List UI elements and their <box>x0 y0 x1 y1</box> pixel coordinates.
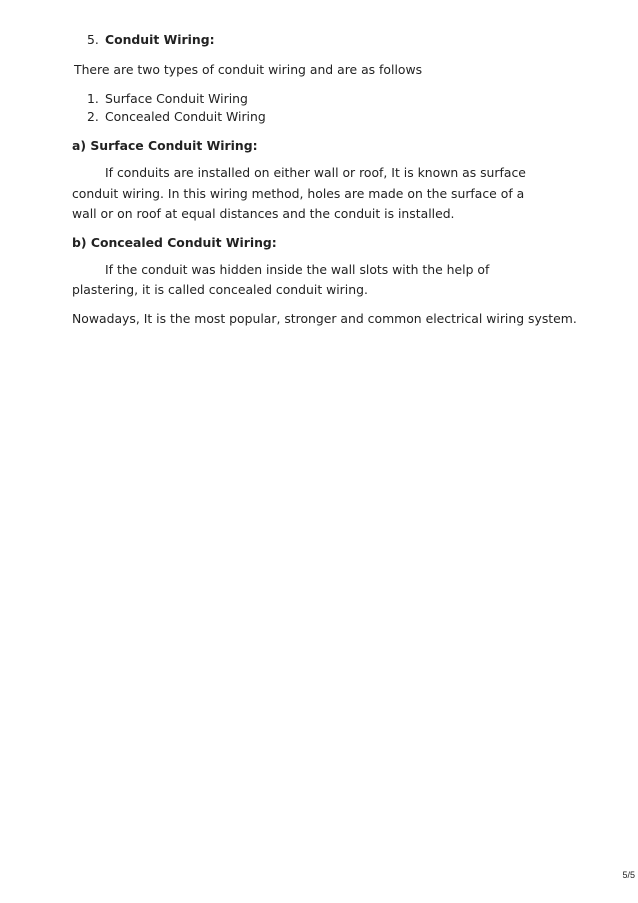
list-item-label: Concealed Conduit Wiring <box>105 109 266 124</box>
section-heading <box>72 30 552 50</box>
closing-text: Nowadays, It is the most popular, stronger and common electrical wiring system. <box>72 310 577 326</box>
list-item-number: 1. <box>87 91 99 106</box>
list-item-label: Surface Conduit Wiring <box>105 91 248 106</box>
surface-body: If conduits are installed on either wall or roof, It is known as surface conduit wiring. In this wiring method, holes are made on the surface of a wall or on roof at equal distances and the conduit is installed. <box>72 165 526 221</box>
intro-text: There are two types of conduit wiring and are as follows <box>74 62 423 77</box>
surface-heading: a) Surface Conduit Wiring: <box>72 138 258 153</box>
section-title: Conduit Wiring: <box>105 32 215 47</box>
section-number: 5. <box>87 32 99 47</box>
concealed-heading: b) Concealed Conduit Wiring: <box>72 234 277 250</box>
concealed-body: If the conduit was hidden inside the wall slots with the help of plastering, it is called concealed conduit wiring. <box>72 261 490 297</box>
list-item-number: 2. <box>87 109 99 124</box>
page-number: 5/5 <box>622 870 635 880</box>
list-item <box>72 89 552 109</box>
list-item <box>72 107 552 127</box>
document-page <box>72 30 577 326</box>
